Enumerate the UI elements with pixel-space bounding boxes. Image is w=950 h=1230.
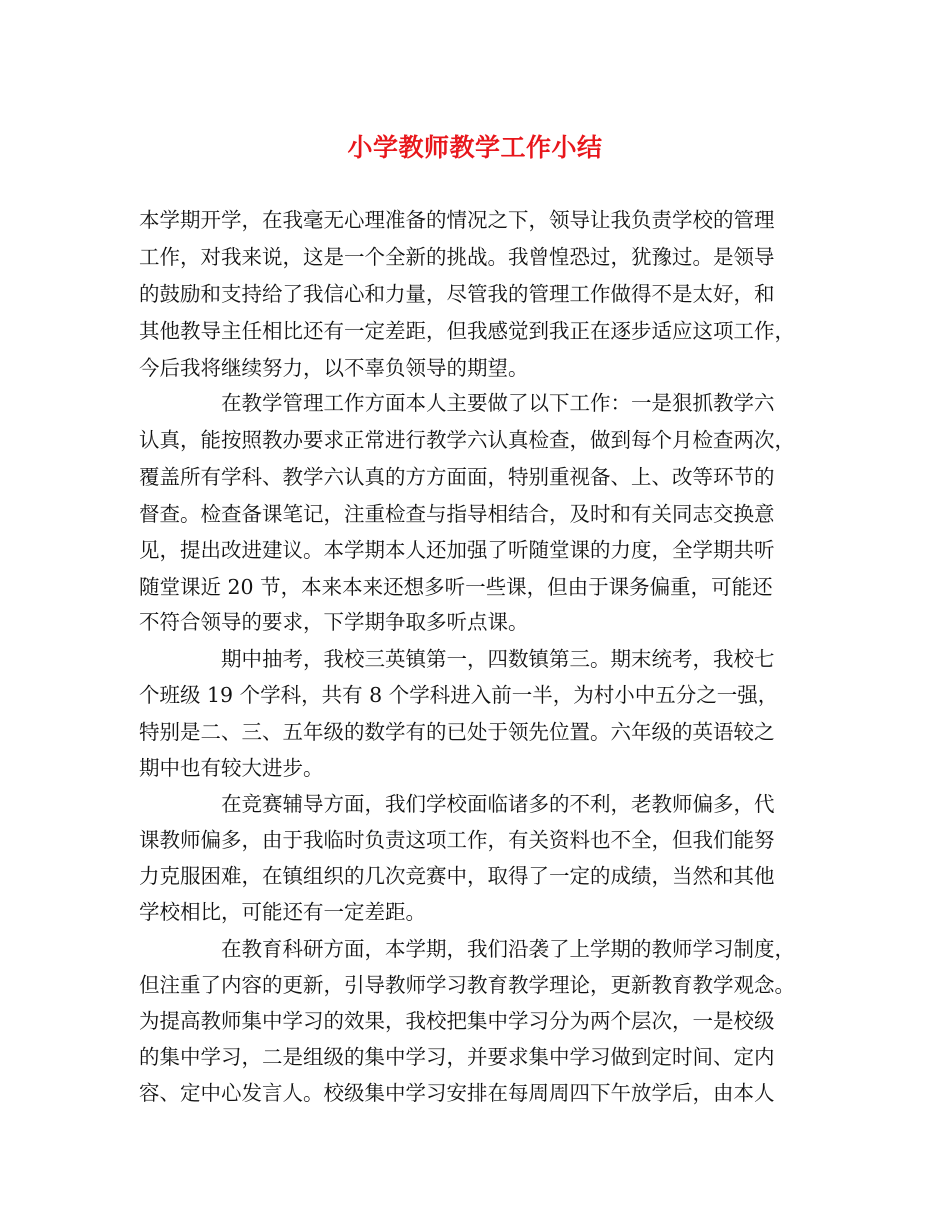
text-line: 在竞赛辅导方面，我们学校面临诸多的不利，老教师偏多，代 (139, 792, 775, 816)
text-line: 本学期开学，在我毫无心理准备的情况之下，领导让我负责学校的管理 (139, 208, 775, 232)
text-line: 见，提出改进建议。本学期本人还加强了听随堂课的力度，全学期共听 (139, 538, 775, 562)
text-line: 督查。检查备课笔记，注重检查与指导相结合，及时和有关同志交换意 (139, 502, 775, 526)
text-line: 容、定中心发言人。校级集中学习安排在每周周四下午放学后，由本人 (139, 1081, 775, 1105)
text-line: 的鼓励和支持给了我信心和力量，尽管我的管理工作做得不是太好，和 (139, 282, 775, 306)
text-line: 学校相比，可能还有一定差距。 (139, 900, 426, 924)
text-line: 但注重了内容的更新，引导教师学习教育教学理论，更新教育教学观念。 (139, 973, 795, 997)
text-line: 随堂课近 20 节，本来本来还想多听一些课，但由于课务偏重，可能还 (139, 575, 773, 599)
text-line: 在教育科研方面，本学期，我们沿袭了上学期的教师学习制度， (139, 937, 795, 961)
text-line: 期中也有较大进步。 (139, 756, 324, 780)
text-line: 其他教导主任相比还有一定差距，但我感觉到我正在逐步适应这项工作， (139, 319, 795, 343)
text-line: 课教师偏多，由于我临时负责这项工作，有关资料也不全，但我们能努 (139, 828, 775, 852)
text-line: 个班级 19 个学科，共有 8 个学科进入前一半，为村小中五分之一强， (139, 683, 779, 707)
text-line: 不符合领导的要求，下学期争取多听点课。 (139, 610, 529, 634)
document-title: 小学教师教学工作小结 (347, 133, 603, 162)
text-line: 覆盖所有学科、教学六认真的方方面面，特别重视备、上、改等环节的 (139, 465, 775, 489)
text-line: 特别是二、三、五年级的数学有的已处于领先位置。六年级的英语较之 (139, 720, 775, 744)
text-line: 今后我将继续努力，以不辜负领导的期望。 (139, 356, 529, 380)
text-line: 认真，能按照教办要求正常进行教学六认真检查，做到每个月检查两次， (139, 428, 795, 452)
text-line: 工作，对我来说，这是一个全新的挑战。我曾惶恐过，犹豫过。是领导 (139, 245, 775, 269)
text-line: 的集中学习，二是组级的集中学习，并要求集中学习做到定时间、定内 (139, 1045, 775, 1069)
text-line: 为提高教师集中学习的效果，我校把集中学习分为两个层次，一是校级 (139, 1009, 775, 1033)
text-line: 期中抽考，我校三英镇第一，四数镇第三。期末统考，我校七 (139, 647, 775, 671)
text-line: 力克服困难，在镇组织的几次竞赛中，取得了一定的成绩，当然和其他 (139, 864, 775, 888)
text-line: 在教学管理工作方面本人主要做了以下工作：一是狠抓教学六 (139, 391, 775, 415)
